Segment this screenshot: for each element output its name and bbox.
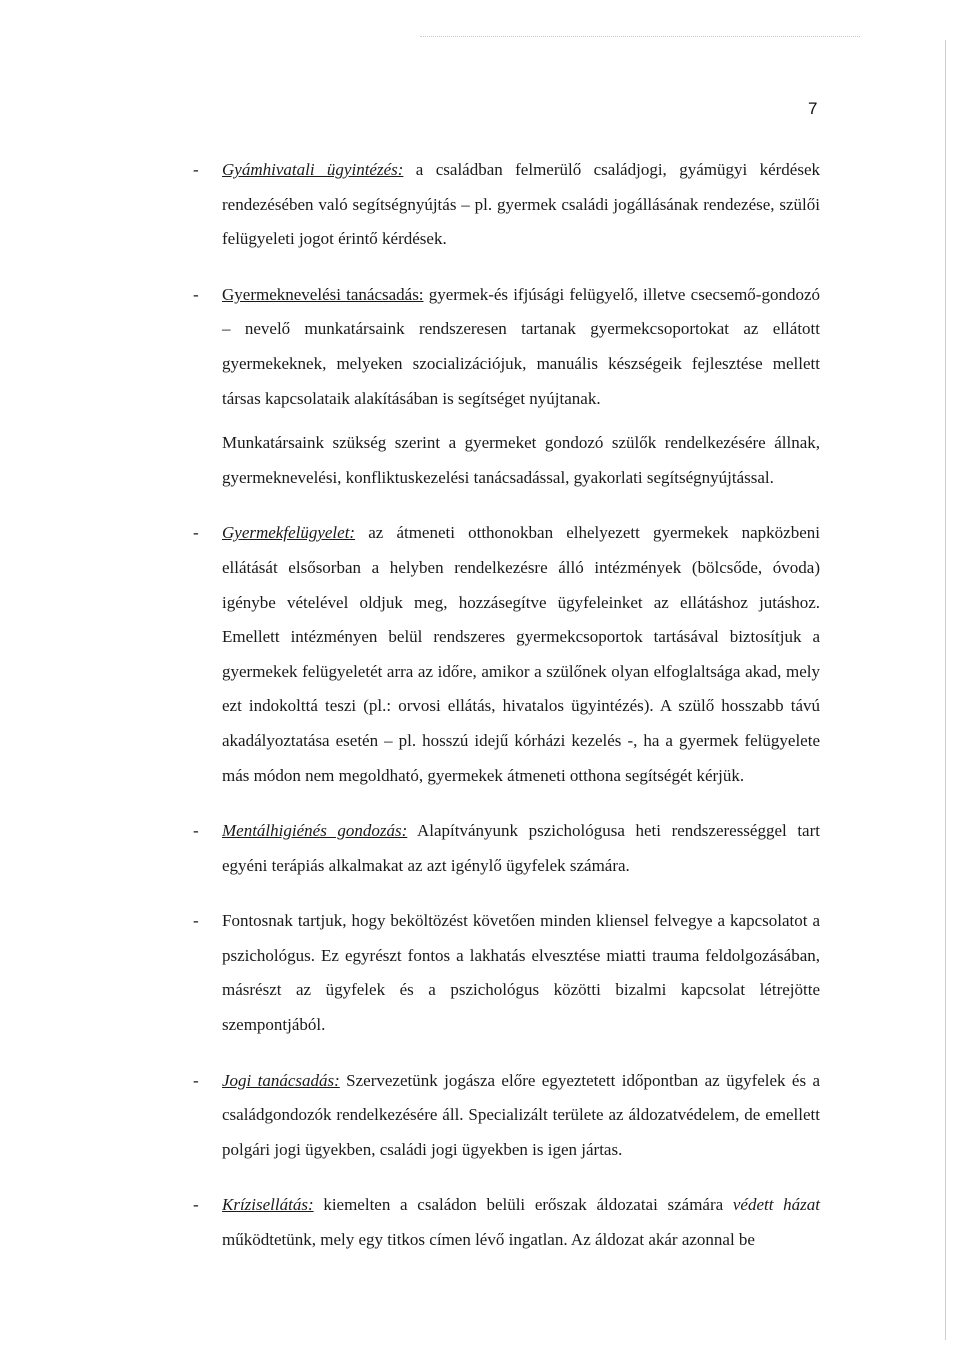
list-item-jogi <box>193 1064 820 1168</box>
item-text: az átmeneti otthonokban elhelyezett gyermekek napközbeni ellátását elsősorban a helyben rendelkezésre álló intézmények (bölcsőde, óvoda) igénybe vételével oldjuk meg, hozzásegítve ügyfeleinket az ellátáshoz jutáshoz. Emellett intézményen belül rendszeres gyermekcsoportok tartásával biztosítjuk a gyermekek felügyeletét arra az időre, amikor a szülőnek olyan elfoglaltsága akad, mely ezt indokolttá teszi (pl.: orvosi ellátás, hivatalos ügyintézés). A szülő hosszabb távú akadályoztatása esetén – pl. hosszú idejű kórházi kezelés -, ha a gyermek felügyelete más módon nem megoldható, gyermekek átmeneti otthona segítségét kérjük. <box>222 523 820 785</box>
bullet-dash: - <box>193 523 199 543</box>
item-emphasis: védett házat <box>732 1195 821 1215</box>
item-text: Szervezetünk jogásza előre egyeztetett időpontban az ügyfelek és a családgondozók rendelkezésére áll. Specializált területe az áldozatvédelem, de emellett polgári jogi ügyekben, családi jogi ügyekben is igen jártas. <box>222 1070 820 1159</box>
scan-artifact-top <box>420 36 860 38</box>
bullet-dash: - <box>193 1195 199 1215</box>
item-text: kiemelten a családon belüli erőszak áldozatai számára <box>313 1195 733 1215</box>
bullet-dash: - <box>193 821 199 841</box>
list-item-krizisellatas <box>193 1188 821 1257</box>
item-label: Gyermekfelügyelet: <box>222 523 356 543</box>
item-paragraph: Munkatársaink szükség szerint a gyermeket gondozó szülők rendelkezésére állnak, gyermeknevelési, konfliktuskezelési tanácsadással, gyakorlati segítségnyújtással. <box>222 433 820 487</box>
page-number: 7 <box>808 99 818 118</box>
item-label: Gyermeknevelési tanácsadás: <box>222 284 424 304</box>
item-label: Jogi tanácsadás: <box>222 1070 340 1090</box>
item-label: Mentálhigiénés gondozás: <box>222 821 408 841</box>
list-item-pszichologus <box>193 904 820 1042</box>
item-text: Fontosnak tartjuk, hogy beköltözést követően minden kliensel felvegye a kapcsolatot a pszichológus. Ez egyrészt fontos a lakhatás elvesztése miatti trauma feldolgozásában, másrészt az ügyfelek és a pszichológus közötti bizalmi kapcsolat létrejötte szempontjából. <box>222 911 820 1035</box>
item-label: Gyámhivatali ügyintézés: <box>222 160 404 179</box>
list-item-gyamhivatali <box>193 153 820 257</box>
item-text: gyermek-és ifjúsági felügyelő, illetve csecsemő-gondozó – nevelő munkatársaink rendszeresen tartanak gyermekcsoportokat az ellátott gyermekeknek, melyeken szocializációjuk, manuális készségeik fejlesztése mellett társas kapcsolataik alakításában is segítséget nyújtanak. <box>222 284 820 408</box>
list-item-gyermeknevelesi <box>193 278 820 496</box>
bullet-dash: - <box>193 911 199 931</box>
list-item-gyermekfelugyelet <box>193 516 820 793</box>
item-text: a családban felmerülő családjogi, gyámügyi kérdések rendezésében való segítségnyújtás – pl. gyermek családi jogállásának rendezése, szülői felügyeleti jogot érintő kérdések. <box>222 160 820 249</box>
item-label: Krízisellátás: <box>222 1195 314 1215</box>
item-text-continued: működtetünk, mely egy titkos címen lévő ingatlan. Az áldozat akár azonnal be <box>222 1230 755 1250</box>
scan-artifact-edge <box>945 40 946 1340</box>
item-text: Alapítványunk pszichológusa heti rendszerességgel tart egyéni terápiás alkalmakat az azt igénylő ügyfelek számára. <box>222 821 820 875</box>
bullet-dash: - <box>193 1070 199 1090</box>
bullet-dash: - <box>193 284 199 304</box>
bullet-dash: - <box>193 160 199 179</box>
document-body <box>193 153 821 1258</box>
list-item-mentalhigienes <box>193 814 820 883</box>
item-body <box>193 278 820 416</box>
